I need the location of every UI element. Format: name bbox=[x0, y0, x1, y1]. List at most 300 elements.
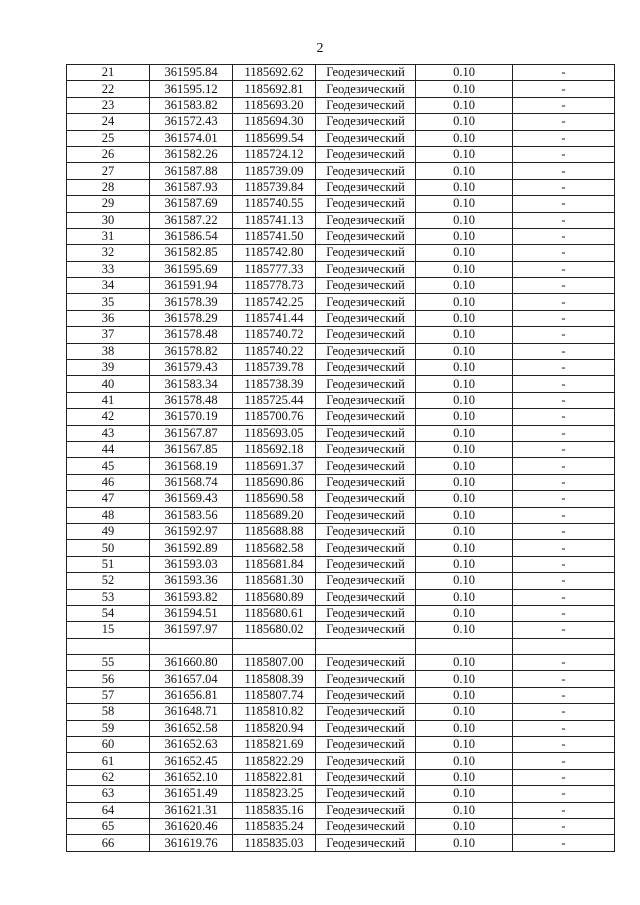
note-cell: - bbox=[513, 818, 615, 834]
y-coordinate-cell: 1185810.82 bbox=[233, 704, 316, 720]
x-coordinate-cell: 361568.19 bbox=[150, 458, 233, 474]
x-coordinate-cell: 361652.58 bbox=[150, 720, 233, 736]
point-number-cell: 55 bbox=[67, 655, 150, 671]
accuracy-cell: 0.10 bbox=[416, 786, 513, 802]
x-coordinate-cell: 361648.71 bbox=[150, 704, 233, 720]
method-cell: Геодезический bbox=[316, 441, 416, 457]
x-coordinate-cell: 361583.56 bbox=[150, 507, 233, 523]
x-coordinate-cell: 361651.49 bbox=[150, 786, 233, 802]
table-row bbox=[67, 540, 615, 556]
point-number-cell: 63 bbox=[67, 786, 150, 802]
note-cell: - bbox=[513, 146, 615, 162]
accuracy-cell: 0.10 bbox=[416, 589, 513, 605]
method-cell: Геодезический bbox=[316, 425, 416, 441]
method-cell: Геодезический bbox=[316, 212, 416, 228]
x-coordinate-cell: 361587.22 bbox=[150, 212, 233, 228]
y-coordinate-cell: 1185778.73 bbox=[233, 278, 316, 294]
y-coordinate-cell: 1185693.20 bbox=[233, 97, 316, 113]
accuracy-cell: 0.10 bbox=[416, 720, 513, 736]
y-coordinate-cell: 1185740.22 bbox=[233, 343, 316, 359]
table-row bbox=[67, 818, 615, 834]
point-number-cell: 15 bbox=[67, 622, 150, 638]
table-row bbox=[67, 425, 615, 441]
point-number-cell: 27 bbox=[67, 163, 150, 179]
x-coordinate-cell: 361593.82 bbox=[150, 589, 233, 605]
x-coordinate-cell: 361578.29 bbox=[150, 310, 233, 326]
x-coordinate-cell: 361569.43 bbox=[150, 491, 233, 507]
table-row bbox=[67, 196, 615, 212]
method-cell: Геодезический bbox=[316, 605, 416, 621]
x-coordinate-cell: 361572.43 bbox=[150, 114, 233, 130]
table-row bbox=[67, 786, 615, 802]
accuracy-cell: 0.10 bbox=[416, 458, 513, 474]
point-number-cell: 64 bbox=[67, 802, 150, 818]
point-number-cell: 22 bbox=[67, 81, 150, 97]
x-coordinate-cell: 361591.94 bbox=[150, 278, 233, 294]
point-number-cell: 48 bbox=[67, 507, 150, 523]
x-coordinate-cell: 361583.34 bbox=[150, 376, 233, 392]
method-cell: Геодезический bbox=[316, 720, 416, 736]
x-coordinate-cell: 361594.51 bbox=[150, 605, 233, 621]
method-cell: Геодезический bbox=[316, 556, 416, 572]
point-number-cell: 32 bbox=[67, 245, 150, 261]
x-coordinate-cell: 361578.39 bbox=[150, 294, 233, 310]
table-row bbox=[67, 687, 615, 703]
method-cell: Геодезический bbox=[316, 343, 416, 359]
method-cell: Геодезический bbox=[316, 753, 416, 769]
y-coordinate-cell: 1185741.50 bbox=[233, 228, 316, 244]
note-cell: - bbox=[513, 737, 615, 753]
y-coordinate-cell: 1185807.74 bbox=[233, 687, 316, 703]
x-coordinate-cell: 361583.82 bbox=[150, 97, 233, 113]
y-coordinate-cell: 1185692.81 bbox=[233, 81, 316, 97]
table-row bbox=[67, 556, 615, 572]
point-number-cell: 21 bbox=[67, 65, 150, 81]
y-coordinate-cell: 1185694.30 bbox=[233, 114, 316, 130]
point-number-cell: 65 bbox=[67, 818, 150, 834]
x-coordinate-cell: 361593.36 bbox=[150, 573, 233, 589]
method-cell: Геодезический bbox=[316, 474, 416, 490]
note-cell: - bbox=[513, 786, 615, 802]
table-row bbox=[67, 835, 615, 851]
note-cell: - bbox=[513, 245, 615, 261]
y-coordinate-cell: 1185835.24 bbox=[233, 818, 316, 834]
note-cell: - bbox=[513, 261, 615, 277]
method-cell: Геодезический bbox=[316, 392, 416, 408]
accuracy-cell: 0.10 bbox=[416, 655, 513, 671]
method-cell: Геодезический bbox=[316, 737, 416, 753]
point-number-cell: 34 bbox=[67, 278, 150, 294]
accuracy-cell: 0.10 bbox=[416, 687, 513, 703]
y-coordinate-cell: 1185835.16 bbox=[233, 802, 316, 818]
accuracy-cell: 0.10 bbox=[416, 65, 513, 81]
table-row bbox=[67, 294, 615, 310]
table-row bbox=[67, 245, 615, 261]
y-coordinate-cell: 1185739.09 bbox=[233, 163, 316, 179]
table-row bbox=[67, 441, 615, 457]
x-coordinate-cell: 361587.88 bbox=[150, 163, 233, 179]
x-coordinate-cell: 361595.69 bbox=[150, 261, 233, 277]
point-number-cell: 58 bbox=[67, 704, 150, 720]
method-cell: Геодезический bbox=[316, 671, 416, 687]
table-row bbox=[67, 65, 615, 81]
y-coordinate-cell: 1185740.55 bbox=[233, 196, 316, 212]
x-coordinate-cell: 361568.74 bbox=[150, 474, 233, 490]
note-cell: - bbox=[513, 507, 615, 523]
method-cell: Геодезический bbox=[316, 802, 416, 818]
y-coordinate-cell: 1185682.58 bbox=[233, 540, 316, 556]
coordinates-table bbox=[66, 64, 615, 852]
point-number-cell: 52 bbox=[67, 573, 150, 589]
table-row bbox=[67, 737, 615, 753]
table-row bbox=[67, 523, 615, 539]
y-coordinate-cell: 1185808.39 bbox=[233, 671, 316, 687]
x-coordinate-cell: 361652.63 bbox=[150, 737, 233, 753]
point-number-cell: 25 bbox=[67, 130, 150, 146]
accuracy-cell: 0.10 bbox=[416, 114, 513, 130]
accuracy-cell: 0.10 bbox=[416, 605, 513, 621]
method-cell: Геодезический bbox=[316, 589, 416, 605]
table-row bbox=[67, 458, 615, 474]
note-cell: - bbox=[513, 835, 615, 851]
method-cell: Геодезический bbox=[316, 786, 416, 802]
point-number-cell: 60 bbox=[67, 737, 150, 753]
accuracy-cell: 0.10 bbox=[416, 343, 513, 359]
point-number-cell: 44 bbox=[67, 441, 150, 457]
note-cell: - bbox=[513, 179, 615, 195]
accuracy-cell: 0.10 bbox=[416, 376, 513, 392]
y-coordinate-cell: 1185741.13 bbox=[233, 212, 316, 228]
y-coordinate-cell: 1185690.86 bbox=[233, 474, 316, 490]
method-cell: Геодезический bbox=[316, 261, 416, 277]
x-coordinate-cell: 361593.03 bbox=[150, 556, 233, 572]
y-coordinate-cell: 1185688.88 bbox=[233, 523, 316, 539]
note-cell: - bbox=[513, 704, 615, 720]
y-coordinate-cell: 1185741.44 bbox=[233, 310, 316, 326]
table-row bbox=[67, 376, 615, 392]
method-cell: Геодезический bbox=[316, 278, 416, 294]
accuracy-cell: 0.10 bbox=[416, 622, 513, 638]
y-coordinate-cell bbox=[233, 638, 316, 654]
table-row bbox=[67, 261, 615, 277]
accuracy-cell: 0.10 bbox=[416, 671, 513, 687]
note-cell: - bbox=[513, 573, 615, 589]
x-coordinate-cell: 361592.89 bbox=[150, 540, 233, 556]
x-coordinate-cell: 361621.31 bbox=[150, 802, 233, 818]
method-cell: Геодезический bbox=[316, 130, 416, 146]
point-number-cell: 53 bbox=[67, 589, 150, 605]
note-cell: - bbox=[513, 114, 615, 130]
point-number-cell: 49 bbox=[67, 523, 150, 539]
y-coordinate-cell: 1185680.02 bbox=[233, 622, 316, 638]
point-number-cell: 45 bbox=[67, 458, 150, 474]
note-cell: - bbox=[513, 196, 615, 212]
accuracy-cell: 0.10 bbox=[416, 261, 513, 277]
note-cell: - bbox=[513, 671, 615, 687]
x-coordinate-cell: 361660.80 bbox=[150, 655, 233, 671]
accuracy-cell: 0.10 bbox=[416, 179, 513, 195]
x-coordinate-cell: 361582.85 bbox=[150, 245, 233, 261]
x-coordinate-cell: 361595.12 bbox=[150, 81, 233, 97]
table-row bbox=[67, 589, 615, 605]
y-coordinate-cell: 1185820.94 bbox=[233, 720, 316, 736]
note-cell: - bbox=[513, 622, 615, 638]
x-coordinate-cell: 361587.93 bbox=[150, 179, 233, 195]
table-row bbox=[67, 655, 615, 671]
accuracy-cell bbox=[416, 638, 513, 654]
note-cell: - bbox=[513, 474, 615, 490]
y-coordinate-cell: 1185692.62 bbox=[233, 65, 316, 81]
table-row bbox=[67, 130, 615, 146]
method-cell: Геодезический bbox=[316, 835, 416, 851]
y-coordinate-cell: 1185777.33 bbox=[233, 261, 316, 277]
point-number-cell: 28 bbox=[67, 179, 150, 195]
note-cell: - bbox=[513, 360, 615, 376]
x-coordinate-cell: 361592.97 bbox=[150, 523, 233, 539]
method-cell: Геодезический bbox=[316, 360, 416, 376]
table-row bbox=[67, 769, 615, 785]
accuracy-cell: 0.10 bbox=[416, 769, 513, 785]
point-number-cell: 46 bbox=[67, 474, 150, 490]
accuracy-cell: 0.10 bbox=[416, 97, 513, 113]
point-number-cell: 36 bbox=[67, 310, 150, 326]
method-cell: Геодезический bbox=[316, 573, 416, 589]
x-coordinate-cell: 361578.48 bbox=[150, 392, 233, 408]
note-cell: - bbox=[513, 278, 615, 294]
note-cell: - bbox=[513, 81, 615, 97]
y-coordinate-cell: 1185821.69 bbox=[233, 737, 316, 753]
point-number-cell: 43 bbox=[67, 425, 150, 441]
table-row bbox=[67, 704, 615, 720]
note-cell: - bbox=[513, 769, 615, 785]
accuracy-cell: 0.10 bbox=[416, 802, 513, 818]
note-cell: - bbox=[513, 310, 615, 326]
accuracy-cell: 0.10 bbox=[416, 441, 513, 457]
accuracy-cell: 0.10 bbox=[416, 737, 513, 753]
x-coordinate-cell bbox=[150, 638, 233, 654]
note-cell: - bbox=[513, 556, 615, 572]
x-coordinate-cell: 361574.01 bbox=[150, 130, 233, 146]
point-number-cell: 35 bbox=[67, 294, 150, 310]
note-cell: - bbox=[513, 392, 615, 408]
table-row bbox=[67, 720, 615, 736]
note-cell: - bbox=[513, 540, 615, 556]
x-coordinate-cell: 361570.19 bbox=[150, 409, 233, 425]
method-cell: Геодезический bbox=[316, 769, 416, 785]
table-row bbox=[67, 179, 615, 195]
note-cell: - bbox=[513, 441, 615, 457]
table-row bbox=[67, 671, 615, 687]
method-cell: Геодезический bbox=[316, 409, 416, 425]
note-cell: - bbox=[513, 130, 615, 146]
method-cell: Геодезический bbox=[316, 114, 416, 130]
point-number-cell: 41 bbox=[67, 392, 150, 408]
table-row bbox=[67, 622, 615, 638]
point-number-cell: 54 bbox=[67, 605, 150, 621]
x-coordinate-cell: 361578.48 bbox=[150, 327, 233, 343]
y-coordinate-cell: 1185822.29 bbox=[233, 753, 316, 769]
table-row bbox=[67, 507, 615, 523]
y-coordinate-cell: 1185693.05 bbox=[233, 425, 316, 441]
point-number-cell: 24 bbox=[67, 114, 150, 130]
note-cell: - bbox=[513, 458, 615, 474]
table-row bbox=[67, 392, 615, 408]
y-coordinate-cell: 1185822.81 bbox=[233, 769, 316, 785]
table-row bbox=[67, 310, 615, 326]
method-cell: Геодезический bbox=[316, 523, 416, 539]
point-number-cell: 51 bbox=[67, 556, 150, 572]
method-cell: Геодезический bbox=[316, 818, 416, 834]
note-cell: - bbox=[513, 425, 615, 441]
x-coordinate-cell: 361582.26 bbox=[150, 146, 233, 162]
table-row bbox=[67, 491, 615, 507]
method-cell: Геодезический bbox=[316, 97, 416, 113]
table-row bbox=[67, 753, 615, 769]
x-coordinate-cell: 361597.97 bbox=[150, 622, 233, 638]
table-row bbox=[67, 278, 615, 294]
point-number-cell bbox=[67, 638, 150, 654]
note-cell: - bbox=[513, 687, 615, 703]
accuracy-cell: 0.10 bbox=[416, 474, 513, 490]
point-number-cell: 38 bbox=[67, 343, 150, 359]
point-number-cell: 42 bbox=[67, 409, 150, 425]
y-coordinate-cell: 1185738.39 bbox=[233, 376, 316, 392]
point-number-cell: 39 bbox=[67, 360, 150, 376]
accuracy-cell: 0.10 bbox=[416, 753, 513, 769]
table-row bbox=[67, 81, 615, 97]
note-cell: - bbox=[513, 65, 615, 81]
note-cell: - bbox=[513, 294, 615, 310]
note-cell: - bbox=[513, 163, 615, 179]
accuracy-cell: 0.10 bbox=[416, 491, 513, 507]
point-number-cell: 30 bbox=[67, 212, 150, 228]
point-number-cell: 66 bbox=[67, 835, 150, 851]
x-coordinate-cell: 361586.54 bbox=[150, 228, 233, 244]
x-coordinate-cell: 361595.84 bbox=[150, 65, 233, 81]
y-coordinate-cell: 1185739.84 bbox=[233, 179, 316, 195]
method-cell: Геодезический bbox=[316, 146, 416, 162]
y-coordinate-cell: 1185742.25 bbox=[233, 294, 316, 310]
method-cell: Геодезический bbox=[316, 245, 416, 261]
y-coordinate-cell: 1185742.80 bbox=[233, 245, 316, 261]
method-cell: Геодезический bbox=[316, 540, 416, 556]
method-cell: Геодезический bbox=[316, 81, 416, 97]
point-number-cell: 23 bbox=[67, 97, 150, 113]
y-coordinate-cell: 1185681.84 bbox=[233, 556, 316, 572]
x-coordinate-cell: 361657.04 bbox=[150, 671, 233, 687]
point-number-cell: 33 bbox=[67, 261, 150, 277]
y-coordinate-cell: 1185823.25 bbox=[233, 786, 316, 802]
x-coordinate-cell: 361579.43 bbox=[150, 360, 233, 376]
accuracy-cell: 0.10 bbox=[416, 523, 513, 539]
method-cell: Геодезический bbox=[316, 491, 416, 507]
method-cell: Геодезический bbox=[316, 196, 416, 212]
x-coordinate-cell: 361587.69 bbox=[150, 196, 233, 212]
point-number-cell: 56 bbox=[67, 671, 150, 687]
method-cell bbox=[316, 638, 416, 654]
accuracy-cell: 0.10 bbox=[416, 556, 513, 572]
accuracy-cell: 0.10 bbox=[416, 163, 513, 179]
point-number-cell: 37 bbox=[67, 327, 150, 343]
note-cell: - bbox=[513, 327, 615, 343]
table-row bbox=[67, 802, 615, 818]
note-cell: - bbox=[513, 376, 615, 392]
method-cell: Геодезический bbox=[316, 228, 416, 244]
y-coordinate-cell: 1185835.03 bbox=[233, 835, 316, 851]
note-cell: - bbox=[513, 589, 615, 605]
accuracy-cell: 0.10 bbox=[416, 507, 513, 523]
accuracy-cell: 0.10 bbox=[416, 327, 513, 343]
y-coordinate-cell: 1185807.00 bbox=[233, 655, 316, 671]
method-cell: Геодезический bbox=[316, 687, 416, 703]
y-coordinate-cell: 1185692.18 bbox=[233, 441, 316, 457]
note-cell: - bbox=[513, 753, 615, 769]
y-coordinate-cell: 1185724.12 bbox=[233, 146, 316, 162]
accuracy-cell: 0.10 bbox=[416, 818, 513, 834]
y-coordinate-cell: 1185681.30 bbox=[233, 573, 316, 589]
accuracy-cell: 0.10 bbox=[416, 294, 513, 310]
accuracy-cell: 0.10 bbox=[416, 245, 513, 261]
y-coordinate-cell: 1185690.58 bbox=[233, 491, 316, 507]
method-cell: Геодезический bbox=[316, 622, 416, 638]
point-number-cell: 62 bbox=[67, 769, 150, 785]
x-coordinate-cell: 361652.10 bbox=[150, 769, 233, 785]
note-cell: - bbox=[513, 343, 615, 359]
accuracy-cell: 0.10 bbox=[416, 540, 513, 556]
x-coordinate-cell: 361567.87 bbox=[150, 425, 233, 441]
method-cell: Геодезический bbox=[316, 179, 416, 195]
table-row bbox=[67, 97, 615, 113]
x-coordinate-cell: 361619.76 bbox=[150, 835, 233, 851]
accuracy-cell: 0.10 bbox=[416, 425, 513, 441]
x-coordinate-cell: 361567.85 bbox=[150, 441, 233, 457]
y-coordinate-cell: 1185691.37 bbox=[233, 458, 316, 474]
note-cell: - bbox=[513, 97, 615, 113]
y-coordinate-cell: 1185740.72 bbox=[233, 327, 316, 343]
method-cell: Геодезический bbox=[316, 327, 416, 343]
note-cell: - bbox=[513, 802, 615, 818]
table-row bbox=[67, 360, 615, 376]
accuracy-cell: 0.10 bbox=[416, 278, 513, 294]
y-coordinate-cell: 1185680.61 bbox=[233, 605, 316, 621]
note-cell bbox=[513, 638, 615, 654]
point-number-cell: 40 bbox=[67, 376, 150, 392]
point-number-cell: 61 bbox=[67, 753, 150, 769]
method-cell: Геодезический bbox=[316, 655, 416, 671]
y-coordinate-cell: 1185739.78 bbox=[233, 360, 316, 376]
note-cell: - bbox=[513, 523, 615, 539]
accuracy-cell: 0.10 bbox=[416, 360, 513, 376]
y-coordinate-cell: 1185725.44 bbox=[233, 392, 316, 408]
note-cell: - bbox=[513, 605, 615, 621]
accuracy-cell: 0.10 bbox=[416, 392, 513, 408]
note-cell: - bbox=[513, 491, 615, 507]
table-row bbox=[67, 212, 615, 228]
note-cell: - bbox=[513, 212, 615, 228]
page-number: 2 bbox=[316, 41, 324, 56]
y-coordinate-cell: 1185689.20 bbox=[233, 507, 316, 523]
note-cell: - bbox=[513, 409, 615, 425]
accuracy-cell: 0.10 bbox=[416, 146, 513, 162]
point-number-cell: 47 bbox=[67, 491, 150, 507]
note-cell: - bbox=[513, 228, 615, 244]
method-cell: Геодезический bbox=[316, 163, 416, 179]
table-row bbox=[67, 114, 615, 130]
accuracy-cell: 0.10 bbox=[416, 196, 513, 212]
table-row bbox=[67, 228, 615, 244]
table-row bbox=[67, 474, 615, 490]
accuracy-cell: 0.10 bbox=[416, 310, 513, 326]
